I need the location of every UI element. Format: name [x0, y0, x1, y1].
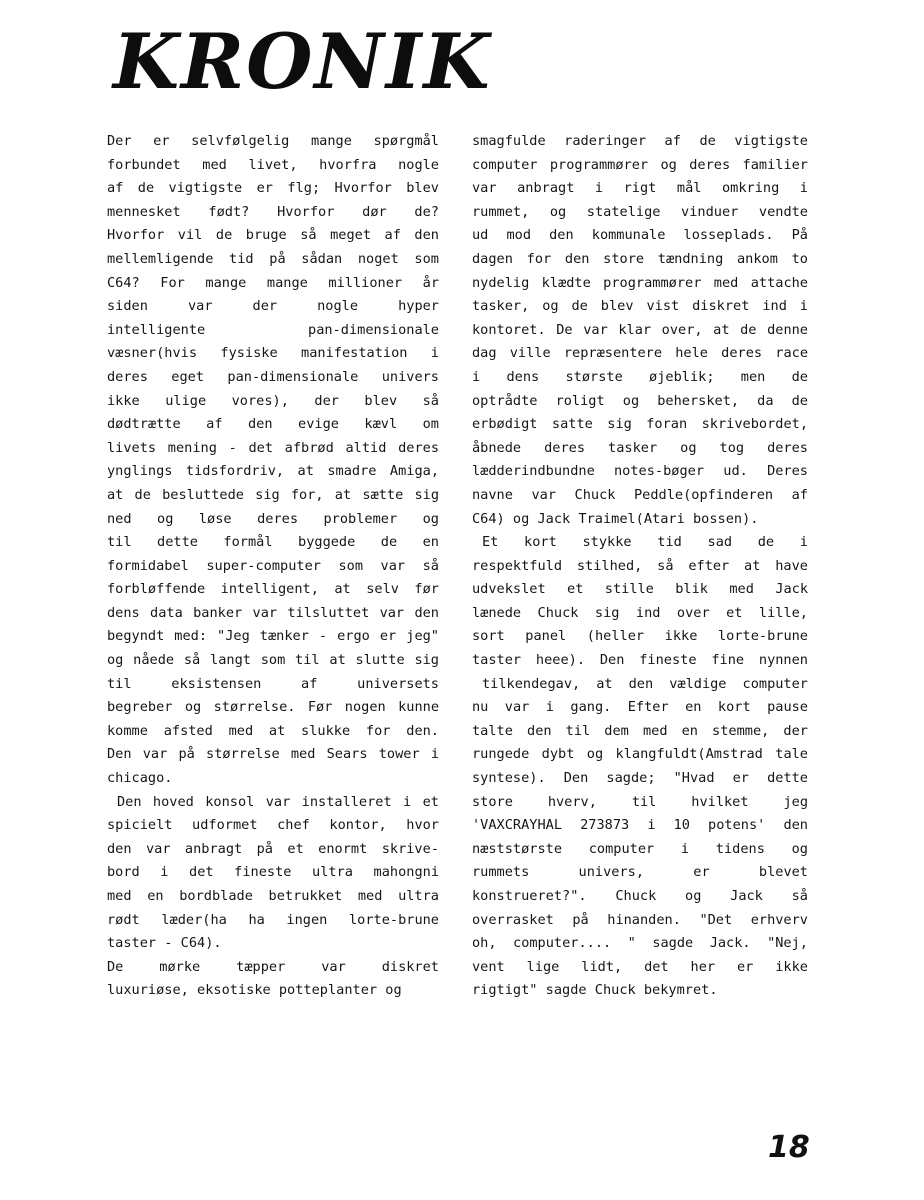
text-line: C64) og Jack Traimel(Atari bossen). — [472, 510, 759, 527]
text-line: Hvorfor vil de bruge så meget af den — [107, 227, 439, 244]
text-line: rummets univers, er blevet — [472, 864, 808, 881]
text-line: talte den til dem med en stemme, der — [472, 722, 808, 739]
text-line: begyndt med: "Jeg tænker - ergo er jeg" — [107, 628, 439, 645]
text-line: og nåede så langt som til at slutte sig — [107, 652, 439, 669]
text-line: smagfulde raderinger af de vigtigste — [472, 133, 808, 149]
text-line: erbødigt satte sig foran skrivebordet, — [472, 416, 808, 433]
text-line: deres eget pan-dimensionale univers — [107, 368, 439, 385]
text-line: tilkendegav, at den vældige computer — [482, 675, 808, 692]
text-line: computer programmører og deres familier — [472, 156, 808, 173]
text-line: optrådte roligt og behersket, da de — [472, 392, 808, 409]
text-line: forbløffende intelligent, at selv før — [107, 581, 439, 598]
text-line: Et kort stykke tid sad de i — [482, 534, 808, 551]
text-line: 'VAXCRAYHAL 273873 i 10 potens' den — [472, 817, 808, 834]
text-line: taster - C64). — [107, 935, 222, 952]
text-line: oh, computer.... " sagde Jack. "Nej, — [472, 935, 808, 952]
text-line: mennesket født? Hvorfor dør de? — [107, 203, 439, 220]
text-line: at de besluttede sig for, at sætte sig — [107, 486, 439, 503]
text-line: forbundet med livet, hvorfra nogle — [107, 156, 439, 173]
text-line: ud mod den kommunale losseplads. På — [472, 227, 808, 244]
text-line: væsner(hvis fysiske manifestation i — [107, 345, 439, 362]
text-line: formidabel super-computer som var så — [107, 557, 439, 574]
text-line: overrasket på hinanden. "Det erhverv — [472, 911, 808, 928]
text-line: livets mening - det afbrød altid deres — [107, 439, 439, 456]
text-line: respektfuld stilhed, så efter at have — [472, 557, 808, 574]
text-line: spicielt udformet chef kontor, hvor — [107, 817, 439, 834]
page-number: 18 — [768, 1130, 810, 1165]
text-line: dødtrætte af den evige kævl om — [107, 416, 439, 433]
text-line: dag ville repræsentere hele deres race — [472, 345, 808, 362]
text-line: store hverv, til hvilket jeg — [472, 793, 808, 810]
text-line: begreber og størrelse. Før nogen kunne — [107, 699, 439, 716]
text-line: mellemligende tid på sådan noget som — [107, 250, 439, 267]
text-line: taster heee). Den fineste fine nynnen — [472, 652, 808, 669]
text-line: rødt læder(ha ha ingen lorte-brune — [107, 911, 439, 928]
text-line: til dette formål byggede de en — [107, 534, 439, 551]
text-line: luxuriøse, eksotiske potteplanter og — [107, 982, 402, 999]
text-line: rigtigt" sagde Chuck bekymret. — [472, 982, 718, 999]
text-line: til eksistensen af universets — [107, 675, 439, 692]
text-line: Den hoved konsol var installeret i et — [117, 793, 439, 810]
text-line: næststørste computer i tidens og — [472, 840, 808, 857]
text-line: De mørke tæpper var diskret — [107, 958, 439, 975]
text-line: var anbragt i rigt mål omkring i — [472, 180, 808, 197]
text-line: dagen for den store tændning ankom to — [472, 250, 808, 267]
text-line: nydelig klædte programmører med attache — [472, 274, 808, 291]
text-line: lædderindbundne notes-bøger ud. Deres — [472, 463, 808, 480]
text-line: af de vigtigste er flg; Hvorfor blev — [107, 180, 439, 197]
text-line: C64? For mange mange millioner år — [107, 274, 439, 291]
text-line: vent lige lidt, det her er ikke — [472, 958, 808, 975]
text-line: sort panel (heller ikke lorte-brune — [472, 628, 808, 645]
text-line: komme afsted med at slukke for den. — [107, 722, 439, 739]
text-line: udvekslet et stille blik med Jack — [472, 581, 808, 598]
text-line: tasker, og de blev vist diskret ind i — [472, 298, 808, 315]
text-line: konstrueret?". Chuck og Jack så — [472, 888, 808, 904]
text-line: dens data banker var tilsluttet var den — [107, 604, 439, 621]
text-line: chicago. — [107, 770, 173, 787]
text-line: bord i det fineste ultra mahongni — [107, 864, 439, 881]
text-line: den var anbragt på et enormt skrive- — [107, 840, 439, 857]
text-line: rungede dybt og klangfuldt(Amstrad tale — [472, 746, 808, 763]
text-line: åbnede deres tasker og tog deres — [472, 439, 808, 456]
text-line: kontoret. De var klar over, at de denne — [472, 321, 808, 338]
page-title: KRONIK — [113, 17, 492, 106]
text-line: syntese). Den sagde; "Hvad er dette — [472, 770, 808, 787]
text-line: ned og løse deres problemer og — [107, 510, 439, 527]
right-text-column — [472, 130, 808, 1003]
text-line: navne var Chuck Peddle(opfinderen af — [472, 486, 808, 503]
text-line: intelligente pan-dimensionale — [107, 321, 439, 338]
text-line: nu var i gang. Efter en kort pause — [472, 699, 808, 716]
text-line: rummet, og statelige vinduer vendte — [472, 203, 808, 220]
text-line: Der er selvfølgelig mange spørgmål — [107, 133, 439, 149]
text-line: ikke ulige vores), der blev så — [107, 392, 439, 409]
text-line: i dens største øjeblik; men de — [472, 368, 808, 385]
text-line: Den var på størrelse med Sears tower i — [107, 746, 439, 763]
text-line: ynglings tidsfordriv, at smadre Amiga, — [107, 463, 439, 480]
text-line: siden var der nogle hyper — [107, 298, 439, 315]
text-line: med en bordblade betrukket med ultra — [107, 888, 439, 904]
text-line: lænede Chuck sig ind over et lille, — [472, 604, 808, 621]
left-text-column — [107, 130, 439, 1003]
